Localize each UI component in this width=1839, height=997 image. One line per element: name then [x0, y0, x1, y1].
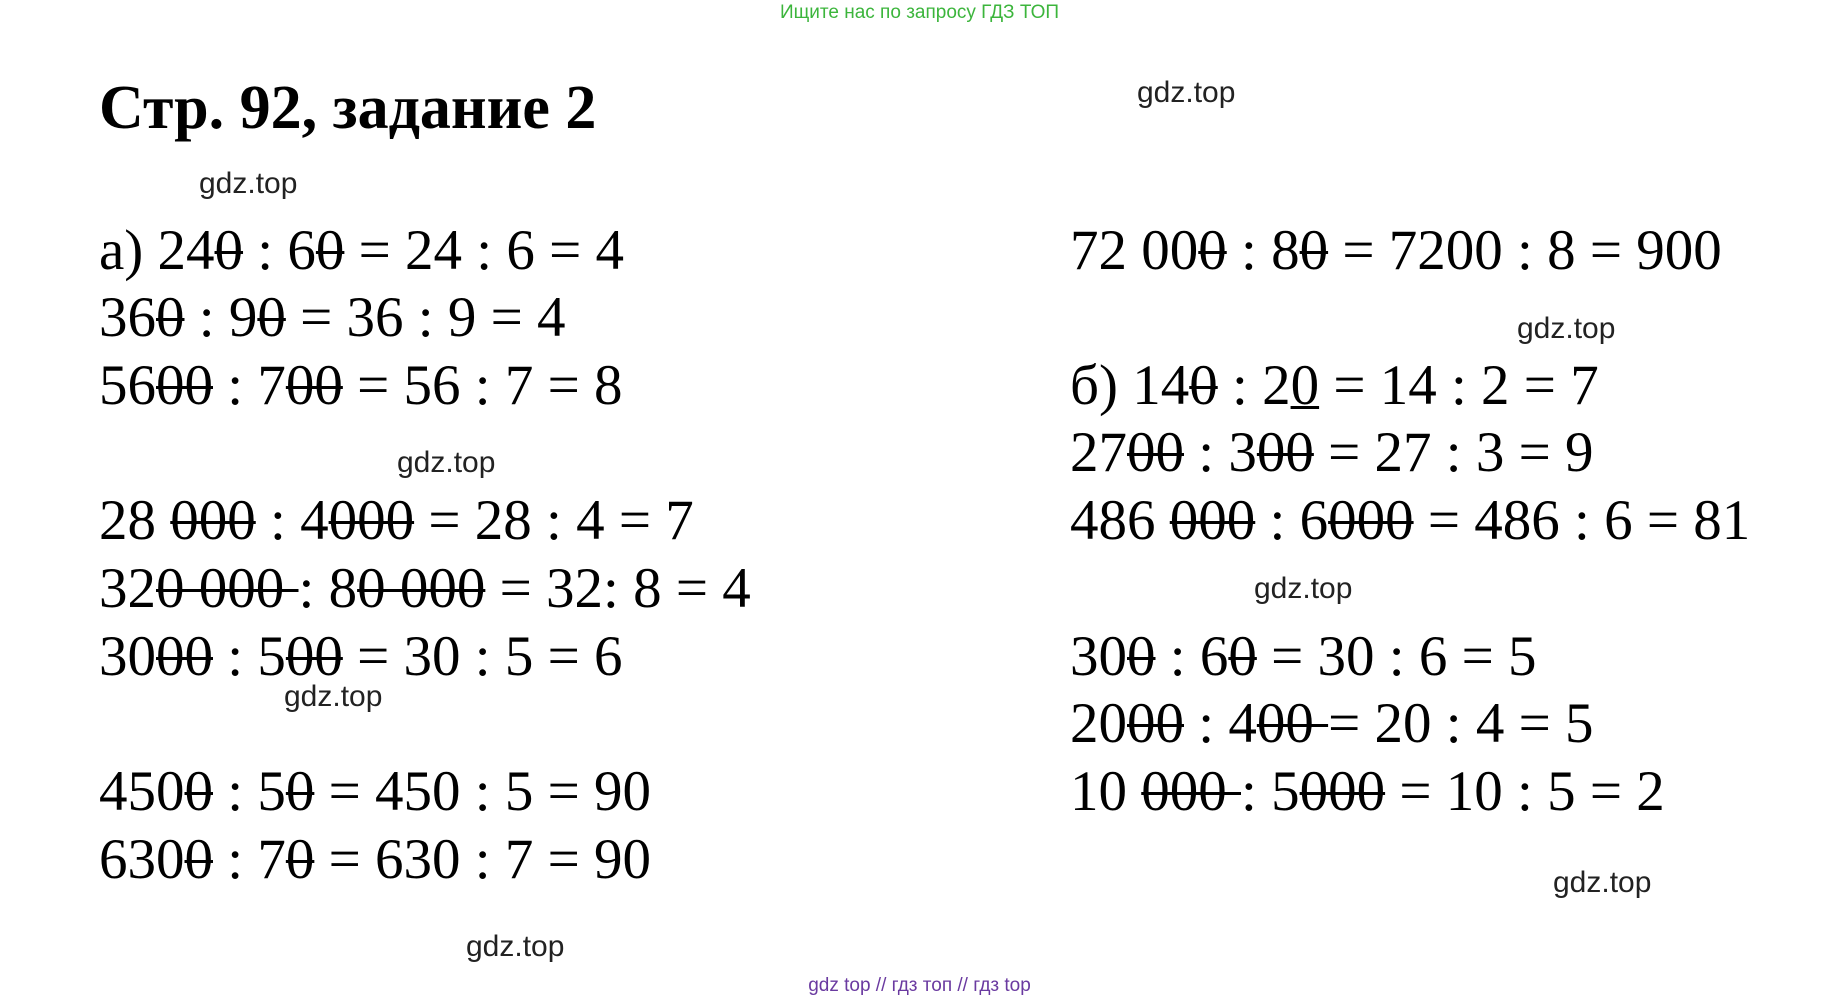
equation-line: 300 : 60 = 30 : 6 = 5 — [1070, 625, 1537, 688]
equation-line: а) 240 : 60 = 24 : 6 = 4 — [99, 219, 625, 282]
equation-line: 10 000 : 5000 = 10 : 5 = 2 — [1070, 760, 1665, 823]
equation-line: 28 000 : 4000 = 28 : 4 = 7 — [99, 489, 694, 552]
equation-line: 4500 : 50 = 450 : 5 = 90 — [99, 760, 651, 823]
equation-line: 5600 : 700 = 56 : 7 = 8 — [99, 354, 623, 417]
watermark: gdz.top — [466, 930, 565, 963]
equation-line: 486 000 : 6000 = 486 : 6 = 81 — [1070, 489, 1751, 552]
equation-line: 320 000 : 80 000 = 32: 8 = 4 — [99, 557, 751, 620]
equation-line: 360 : 90 = 36 : 9 = 4 — [99, 286, 566, 349]
top-banner: Ищите нас по запросу ГДЗ ТОП — [779, 2, 1060, 23]
watermark: gdz.top — [199, 167, 298, 200]
watermark: gdz.top — [1517, 312, 1616, 345]
equation-line: б) 140 : 20 = 14 : 2 = 7 — [1070, 354, 1599, 417]
equation-line: 72 000 : 80 = 7200 : 8 = 900 — [1070, 219, 1722, 282]
equation-line: 6300 : 70 = 630 : 7 = 90 — [99, 828, 651, 891]
equation-line: 3000 : 500 = 30 : 5 = 6 — [99, 625, 623, 688]
watermark: gdz.top — [1254, 572, 1353, 605]
watermark: gdz.top — [397, 446, 496, 479]
watermark: gdz.top — [284, 680, 383, 713]
watermark: gdz.top — [1553, 866, 1652, 899]
watermark: gdz.top — [1137, 76, 1236, 109]
footer-links[interactable]: gdz top // гдз топ // гдз top — [808, 975, 1031, 996]
equation-line: 2700 : 300 = 27 : 3 = 9 — [1070, 421, 1594, 484]
equation-line: 2000 : 400 = 20 : 4 = 5 — [1070, 692, 1594, 755]
page-title: Стр. 92, задание 2 — [99, 74, 597, 142]
